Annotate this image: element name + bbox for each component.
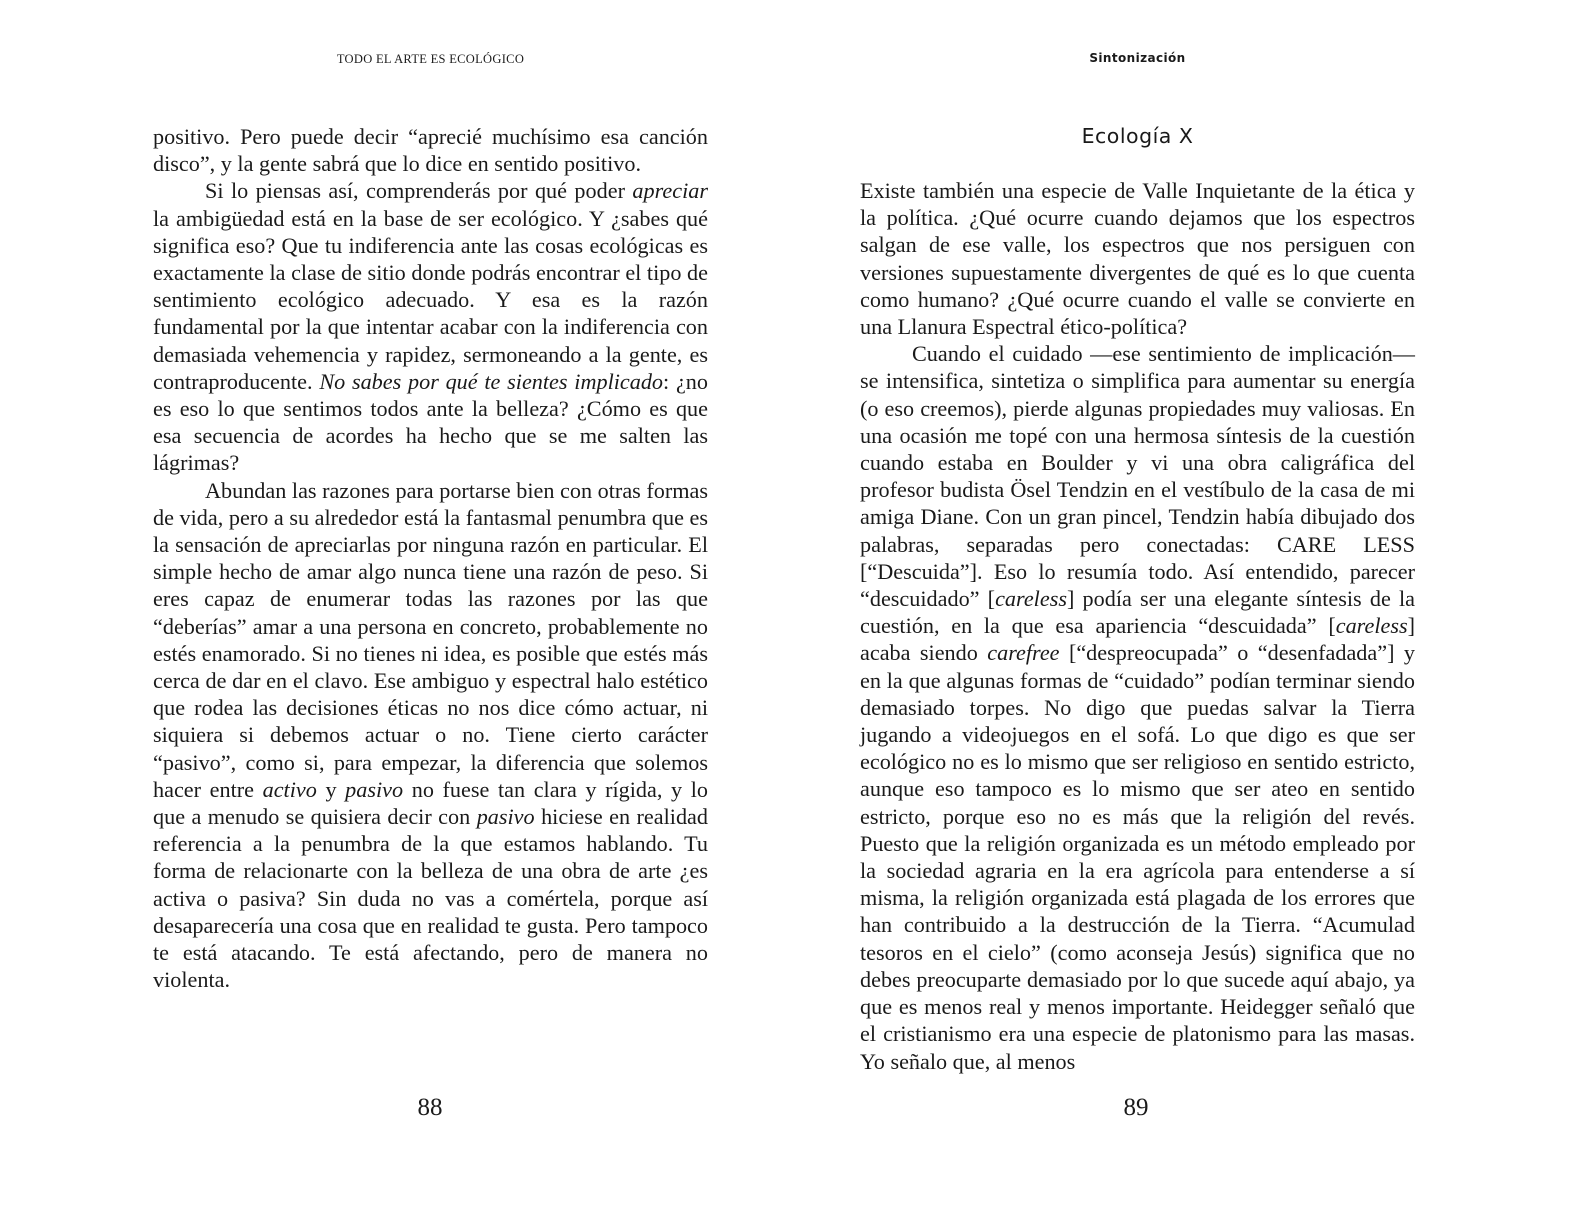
italic-text: careless [1335,613,1408,639]
paragraph: Abundan las razones para portarse bien con otras formas de vida, pero a su alrededor está la fantasmal penumbra que es la sensación de apreciarlas por ninguna razón en particular. El simple hecho de amar algo nunca tiene una razón de peso. Si eres capaz de enumerar todas las razones por las que “deberías” amar a una persona en concreto, probablemente no estés enamorado. Si no tienes ni idea, es posible que estés más cerca de dar en el clavo. Ese ambiguo y espectral halo estético que rodea las decisiones éticas no nos dice cómo actuar, ni siquiera si debemos actuar o no. Tiene cierto carácter “pasivo”, como si, para empezar, la diferencia que solemos hacer entre activo y pasivo no fuese tan clara y rígida, y lo que a menudo se quisiera decir con pasivo hiciese en realidad referencia a la penumbra de la que estamos hablando. Tu forma de relacionarte con la belleza de una obra de arte ¿es activa o pasiva? Sin duda no vas a comértela, porque así desaparecería una cosa que en realidad te gusta. Pero tampoco te está atacando. Te está afectando, pero de manera no violenta. [153,477,709,993]
paragraph: Existe también una especie de Valle Inquietante de la ética y la política. ¿Qué ocurre cuando dejamos que los espectros salgan de ese valle, los espectros que nos persiguen con versiones supuestamente divergentes de qué es lo que cuenta como humano? ¿Qué ocurre cuando el valle se convierte en una Llanura Espectral ético-política? [860,178,1415,340]
paragraph: positivo. Pero puede decir “aprecié muchísimo esa canción disco”, y la gente sabrá que lo dice en sentido positivo. [153,124,708,177]
italic-text: careless [995,586,1067,612]
italic-text: No sabes por qué te sientes implicado [319,368,664,394]
italic-text: carefree [987,640,1060,666]
paragraph: Si lo piensas así, comprenderás por qué poder apreciar la ambigüedad está en la base de ser ecológico. Y ¿sabes qué significa eso? Que tu indiferencia ante las cosas ecológicas es exactamente la clase de sitio donde podrás encontrar el tipo de sentimiento ecológico adecuado. Y esa es la razón fundamental por la que intentar acabar con la indiferencia con demasiada vehemencia y rapidez, sermoneando a la gente, es contraproducente. No sabes por qué te sientes implicado: ¿no es eso lo que sentimos todos ante la belleza? ¿Cómo es que esa secuencia de acordes ha hecho que se me salten las lágrimas? [153,178,708,476]
section-title: Ecología X [1081,124,1194,148]
running-head: Sintonización [1089,51,1186,65]
paragraph: Cuando el cuidado —ese sentimiento de implicación— se intensifica, sintetiza o simplifica para aumentar su energía (o eso creemos), pierde algunas propiedades muy valiosas. En una ocasión me topé con una hermosa síntesis de la cuestión cuando estaba en Boulder y vi una obra caligráfica del profesor budista Ösel Tendzin en el vestíbulo de la casa de mi amiga Diane. Con un gran pincel, Tendzin había dibujado dos palabras, separadas pero conectadas: CARE LESS [“Descuida”]. Eso lo resumía todo. Así entendido, parecer “descuidado” [careless] podía ser una elegante síntesis de la cuestión, en la que esa apariencia “descuidada” [careless] acaba siendo carefree [“despreocupada” o “desenfadada”] y en la que algunas formas de “cuidado” podían terminar siendo demasiado torpes. No digo que puedas salvar la Tierra jugando a videojuegos en el sofá. Lo que digo es que ser ecológico no es lo mismo que ser religioso en sentido estricto, aunque eso tampoco es lo mismo que ser ateo en sentido estricto, porque eso no es más que la religión del revés. Puesto que la religión organizada es un método empleado por la sociedad agraria en la era agrícola para entenderse a sí misma, la religión organizada está plagada de los errores que han contribuido a la destrucción de la Tierra. “Acumulad tesoros en el cielo” (como aconseja Jesús) significa que no debes preocuparte demasiado por lo que sucede aquí abajo, ya que es menos real y menos importante. Heidegger señaló que el cristianismo era una especie de platonismo para las masas. Yo señalo que, al menos [860,341,1415,1074]
page-number: 88 [417,1094,443,1121]
left-page [0,0,785,1217]
page-number: 89 [1123,1094,1149,1121]
italic-text: activo [262,776,317,802]
italic-text: pasivo [476,804,535,830]
right-page [785,0,1571,1217]
running-head: TODO EL ARTE ES ECOLÓGICO [336,52,525,66]
italic-text: apreciar [632,178,708,204]
body-text [153,123,708,994]
italic-text: pasivo [345,776,404,802]
body-text [860,177,1415,1075]
